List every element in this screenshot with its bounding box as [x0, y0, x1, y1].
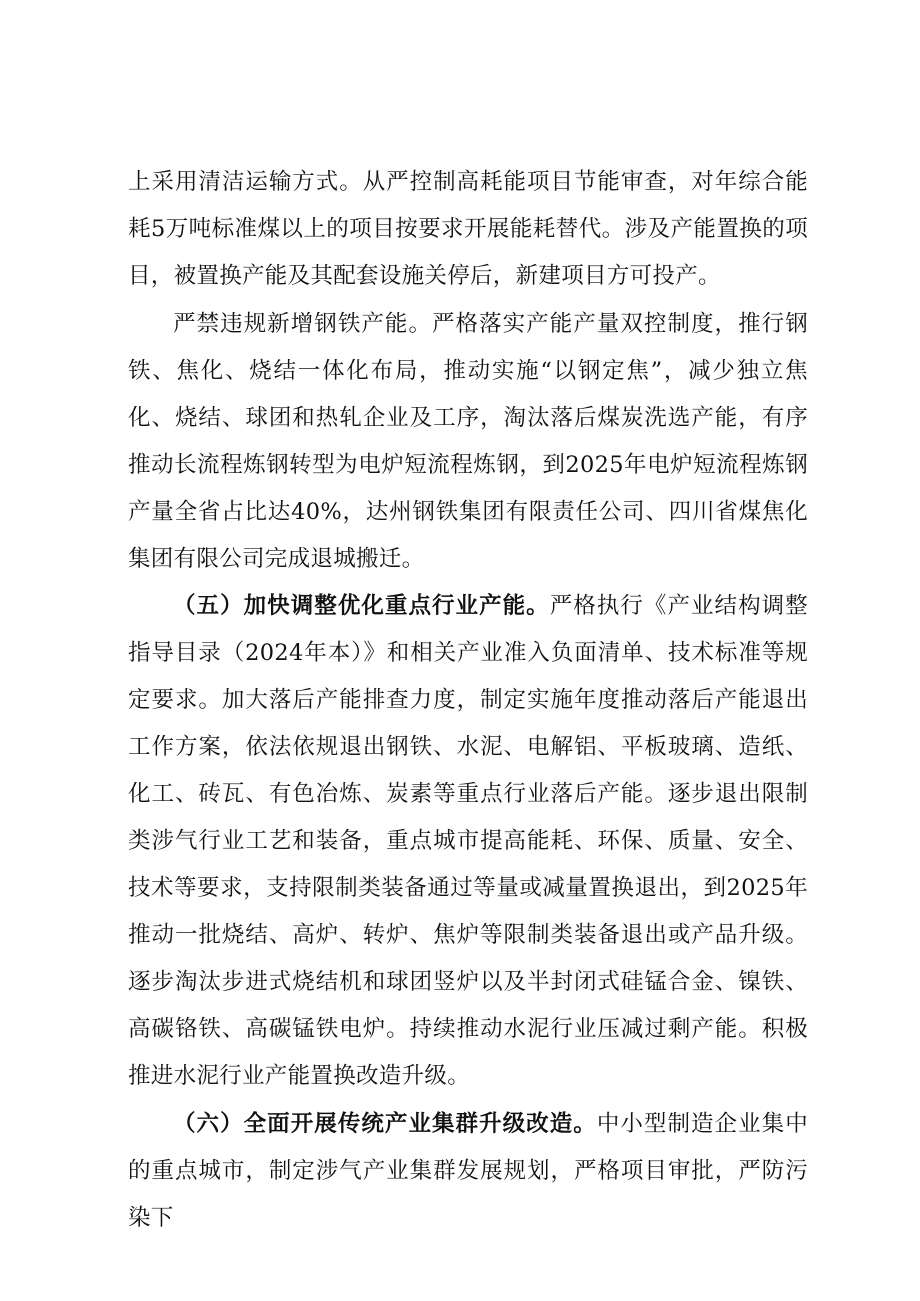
section-heading: （六）全面开展传统产业集群升级改造。 [173, 1111, 597, 1137]
paragraph-steel-capacity [128, 301, 808, 583]
paragraph-section-five [128, 583, 808, 1100]
paragraph-text: 严禁违规新增钢铁产能。严格落实产能产量双控制度，推行钢铁、焦化、烧结一体化布局，推动实施“以钢定焦”，减少独立焦化、烧结、球团和热轧企业及工序，淘汰落后煤炭洗选产能，有序推动长流程炼钢转型为电炉短流程炼钢，到2025年电炉短流程炼钢产量全省占比达40%，达州钢铁集团有限责任公司、四川省煤焦化集团有限公司完成退城搬迁。 [128, 311, 808, 572]
paragraph-text: 中小型制造企业集中的重点城市，制定涉气产业集群发展规划，严格项目审批，严防污染下 [128, 1111, 808, 1231]
section-heading: （五）加快调整优化重点行业产能。 [173, 593, 550, 619]
paragraph-text: 上采用清洁运输方式。从严控制高耗能项目节能审查，对年综合能耗5万吨标准煤以上的项目按要求开展能耗替代。涉及产能置换的项目，被置换产能及其配套设施关停后，新建项目方可投产。 [128, 169, 808, 289]
paragraph-section-six [128, 1101, 808, 1242]
paragraph-continuation [128, 159, 808, 300]
paragraph-text: 严格执行《产业结构调整指导目录（2024年本）》和相关产业准入负面清单、技术标准等规定要求。加大落后产能排查力度，制定实施年度推动落后产能退出工作方案，依法依规退出钢铁、水泥、电解铝、平板玻璃、造纸、化工、砖瓦、有色冶炼、炭素等重点行业落后产能。逐步退出限制类涉气行业工艺和装备，重点城市提高能耗、环保、质量、安全、技术等要求，支持限制类装备通过等量或减量置换退出，到2025年推动一批烧结、高炉、转炉、焦炉等限制类装备退出或产品升级。逐步淘汰步进式烧结机和球团竖炉以及半封闭式硅锰合金、镍铁、高碳铬铁、高碳锰铁电炉。持续推动水泥行业压减过剩产能。积极推进水泥行业产能置换改造升级。 [128, 593, 808, 1089]
